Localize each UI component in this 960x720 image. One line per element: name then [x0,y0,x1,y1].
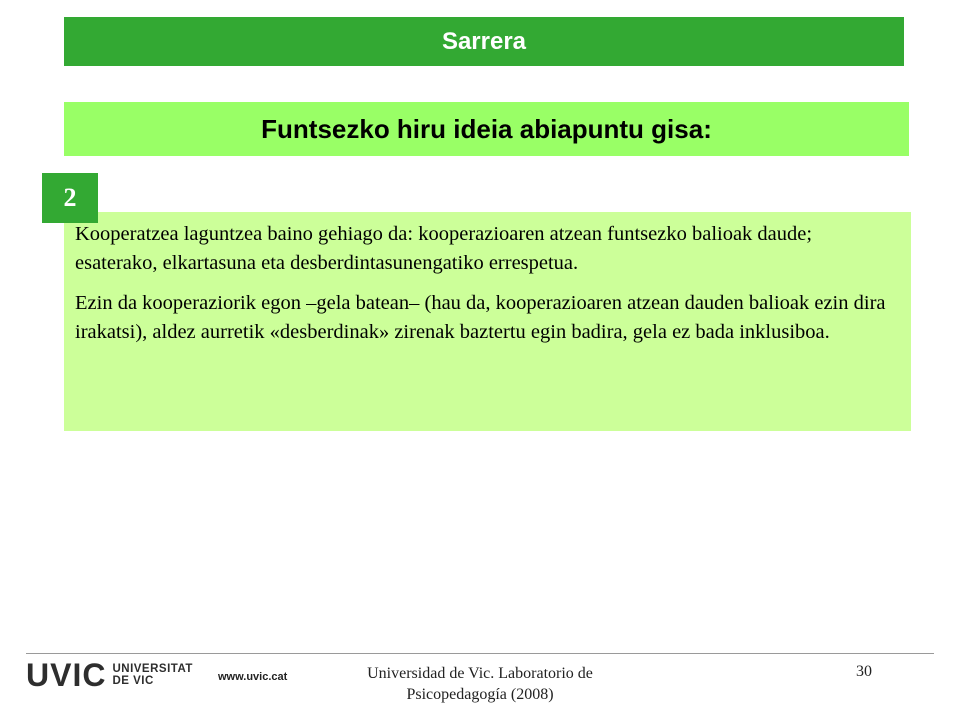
content-paragraph-1: Kooperatzea laguntzea baino gehiago da: kooperazioaren atzean funtsezko balioak daude; esaterako, elkartasuna eta desberdintasunengatiko errespetua. [75,223,813,274]
content-box [64,212,911,431]
page-number: 30 [856,663,872,680]
content-paragraph-2: Ezin da kooperaziorik egon –gela batean– (hau da, kooperazioaren atzean dauden balioak ezin dira irakatsi), aldez aurretik «desberdinak» zirenak baztertu egin badira, gela ez bada inklusiboa. [75,292,886,343]
logo-line-1: UNIVERSITAT [112,663,193,675]
section-title: Sarrera [441,27,527,55]
logo-mark: UVIC [26,657,107,693]
subtitle-text: Funtsezko hiru ideia abiapuntu gisa: [261,113,712,144]
number-badge [42,173,98,223]
footer-divider [26,653,934,654]
website-link[interactable]: www.uvic.cat [218,671,288,683]
logo-line-2: DE VIC [112,675,154,687]
logo-text [112,663,192,687]
number-badge-label: 2 [63,183,77,212]
footer-caption: Universidad de Vic. Laboratorio de Psicopedagogía (2008) [367,665,593,703]
subtitle-bar [64,102,909,156]
uvic-logo [26,657,193,693]
section-title-banner [64,17,904,66]
